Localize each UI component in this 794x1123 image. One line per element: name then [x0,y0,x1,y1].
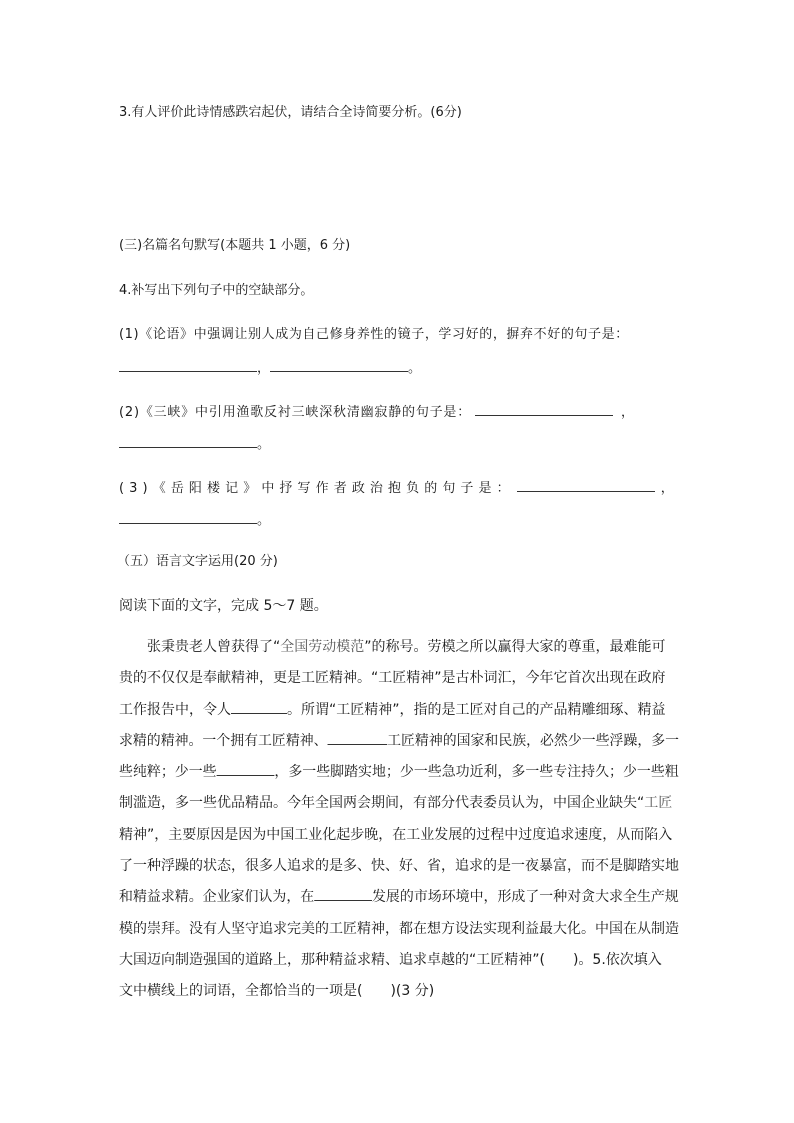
question-4-2-answer: 。 [119,434,270,454]
question-4-3: (3)《岳阳楼记》中抒写作者政治抱负的句子是： ， [119,478,679,498]
passage-line: 贵的不仅仅是奉献精神，更是工匠精神。“工匠精神”是古朴词汇，今年它首次出现在政府 [119,670,666,687]
passage-line: 工作报告中，令人 。所谓“工匠精神”，指的是工匠对自己的产品精雕细琢、精益 [119,701,666,718]
question-4-1-answer: ， 。 [119,358,421,378]
answer-blank[interactable] [119,358,257,372]
passage-line: 张秉贵老人曾获得了“全国劳动模范”的称号。劳模之所以赢得大家的尊重，最难能可 [147,639,666,655]
question-4-2-prompt: (2)《三峡》中引用渔歌反衬三峡深秋清幽寂静的句子是： [119,405,472,420]
passage-line: 制滥造，多一些优品精品。今年全国两会期间，有部分代表委员认为，中国企业缺失“工匠 [119,795,673,812]
answer-blank[interactable] [119,434,257,448]
question-4-1-prompt: (1)《论语》中强调让别人成为自己修身养性的镜子，学习好的，摒弃不好的句子是： [119,327,629,342]
passage-line: 精神”，主要原因是因为中国工业化起步晚，在工业发展的过程中过度追求速度，从而陷入 [119,826,673,843]
passage-line: 了一种浮躁的状态，很多人追求的是多、快、好、省，追求的是一夜暴富，而不是脚踏实地 [119,858,679,875]
question-3: 3.有人评价此诗情感跌宕起伏，请结合全诗简要分析。(6分) [119,105,462,120]
reading-passage [119,632,679,1008]
passage-line: 和精益求精。企业家们认为，在 发展的市场环境中，形成了一种对贪大求全生产规 [119,889,679,906]
passage-line: 求精的精神。一个拥有工匠精神、 工匠精神的国家和民族，必然少一些浮躁，多一 [119,732,680,749]
passage-line: 模的崇拜。没有人坚守追求完美的工匠精神，都在想方设法实现利益最大化。中国在从制造 [119,920,679,937]
fill-blank[interactable] [328,731,388,745]
question-4-3-prompt: (3)《岳阳楼记》中抒写作者政治抱负的句子是： [119,481,515,496]
fill-blank[interactable] [314,887,372,901]
section-5-heading: （五）语言文字运用(20 分) [117,554,278,569]
question-4: 4.补写出下列句子中的空缺部分。 [119,283,314,298]
passage-line: 文中横线上的词语，全都恰当的一项是( )(3 分) [119,983,435,1000]
answer-blank[interactable] [270,358,408,372]
passage-line: 大国迈向制造强国的道路上，那种精益求精、追求卓越的“工匠精神”( )。5.依次填入 [119,951,662,968]
question-4-2: (2)《三峡》中引用渔歌反衬三峡深秋清幽寂静的句子是： ， [119,402,635,422]
question-4-3-answer: 。 [119,510,270,530]
fill-blank[interactable] [231,700,287,714]
answer-blank[interactable] [517,478,655,492]
answer-blank[interactable] [475,402,613,416]
answer-blank[interactable] [119,510,257,524]
fill-blank[interactable] [217,762,275,776]
section-3-heading: (三)名篇名句默写(本题共 1 小题，6 分) [119,238,351,253]
passage-line: 些纯粹；少一些 ，多一些脚踏实地；少一些急功近利，多一些专注持久；少一些粗 [119,764,679,781]
reading-instruction: 阅读下面的文字，完成 5～7 题。 [119,598,328,614]
